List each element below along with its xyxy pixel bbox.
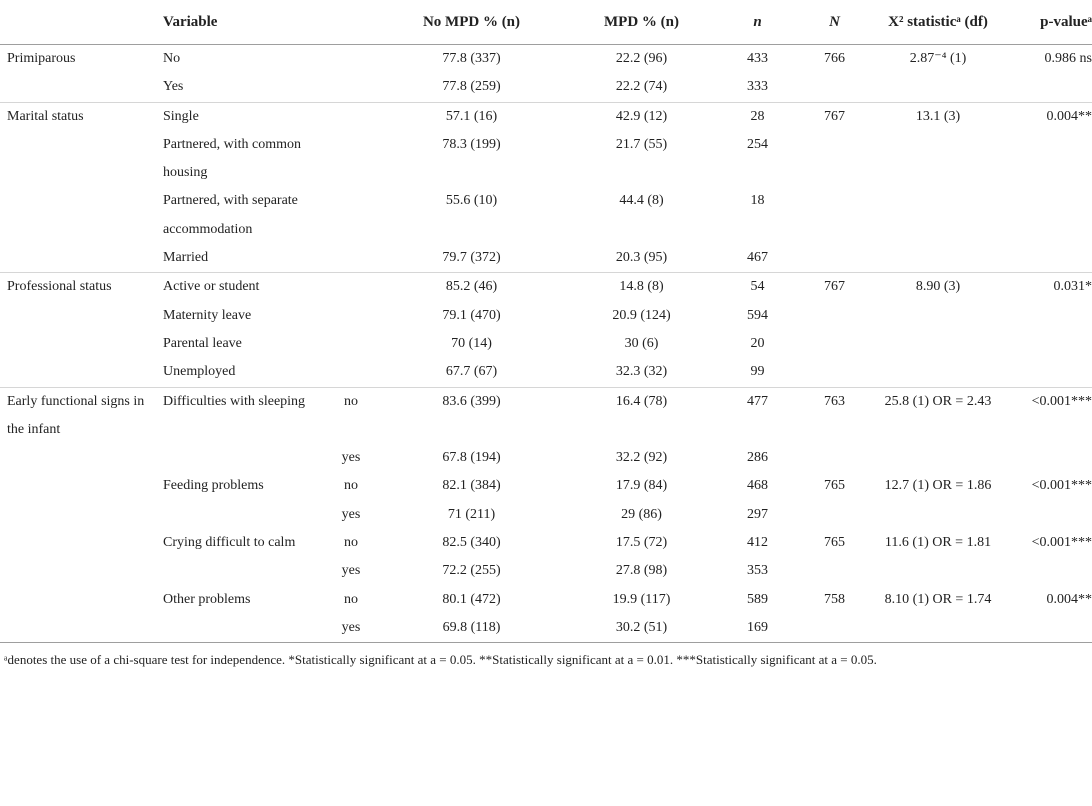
cell-chi [873,73,1003,102]
cell-chi [873,501,1003,529]
cell-mpd: 17.5 (72) [615,535,668,551]
header-group [0,0,163,45]
cell-chi [873,302,1003,330]
cell-no-mpd: 78.3 (199) [442,136,501,152]
cell-p: <0.001*** [1031,478,1092,494]
cell-group [0,614,163,643]
cell-n: 28 [719,102,796,131]
cell-n: 18 [750,193,765,209]
cell-n: 297 [747,506,768,522]
cell-sub: no [344,591,358,607]
footnote: ᵃdenotes the use of a chi-square test for independence. *Statistically significant at a = 0.05. **Statistically significant at a = 0.01. ***Statistically significant at a = 0.05. [0,643,1092,670]
cell-no-mpd: 69.8 (118) [442,619,501,635]
cell-sub [323,273,379,302]
cell-p [1003,358,1092,387]
cell-variable: Difficulties with sleeping [163,387,323,444]
cell-no-mpd: 82.1 (384) [442,478,501,494]
cell-N [796,501,873,529]
cell-n: 353 [747,563,768,579]
cell-group [0,330,163,358]
cell-chi: 8.10 (1) OR = 1.74 [884,591,992,607]
cell-n: 468 [747,478,768,494]
cell-no-mpd: 67.7 (67) [445,364,498,380]
cell-N [796,557,873,585]
cell-variable: Active or student [163,273,323,302]
table-row [0,529,1092,557]
table-row [0,131,1092,188]
cell-group [0,131,163,188]
cell-mpd: 19.9 (117) [612,591,671,607]
cell-N: 763 [796,387,873,444]
cell-mpd: 32.2 (92) [615,450,668,466]
cell-n: 333 [747,79,768,95]
cell-n: 467 [747,250,768,266]
table-row [0,273,1092,302]
cell-sub: no [344,478,358,494]
cell-no-mpd: 80.1 (472) [442,591,501,607]
cell-p [1003,244,1092,273]
cell-N [796,73,873,102]
cell-n: 594 [747,307,768,323]
table-row [0,557,1092,585]
cell-group: Early functional signs in the infant [0,387,163,444]
table-row [0,586,1092,614]
cell-p: 0.031* [1003,273,1092,302]
cell-no-mpd: 55.6 (10) [445,193,498,209]
cell-N [796,330,873,358]
cell-chi [873,358,1003,387]
cell-variable: Maternity leave [163,307,252,323]
cell-group [0,358,163,387]
cell-p [1003,501,1092,529]
cell-no-mpd: 79.7 (372) [442,250,501,266]
table-row [0,444,1092,472]
header-row [0,0,1092,45]
cell-sub [323,131,379,188]
cell-mpd: 14.8 (8) [564,273,719,302]
cell-N [796,614,873,643]
cell-sub [323,187,379,244]
cell-no-mpd: 72.2 (255) [442,563,501,579]
cell-p [1003,444,1092,472]
cell-no-mpd: 83.6 (399) [379,387,564,444]
header-chi: X² statisticᵃ (df) [873,0,1003,45]
cell-variable: Partnered, with common housing [163,136,302,181]
cell-chi [873,244,1003,273]
cell-group [0,244,163,273]
cell-p [1003,330,1092,358]
cell-mpd: 42.9 (12) [564,102,719,131]
cell-mpd: 32.3 (32) [615,364,668,380]
cell-n: 477 [719,387,796,444]
table-row [0,358,1092,387]
cell-variable: Other problems [163,591,251,607]
cell-chi: 13.1 (3) [873,102,1003,131]
cell-n: 433 [747,51,768,66]
cell-p: 0.004** [1046,591,1092,607]
header-variable: Variable [163,0,323,45]
cell-mpd: 27.8 (98) [615,563,668,579]
cell-variable [163,557,323,585]
cell-mpd: 30 (6) [624,335,659,351]
cell-variable: Feeding problems [163,478,264,494]
cell-mpd: 29 (86) [621,506,662,522]
cell-N [796,358,873,387]
cell-variable: Unemployed [163,364,236,380]
table-row [0,387,1092,444]
cell-sub: yes [341,563,361,579]
cell-N: 766 [824,51,845,66]
header-mpd: MPD % (n) [564,0,719,45]
cell-chi [873,330,1003,358]
cell-N [796,444,873,472]
header-N: N [796,0,873,45]
cell-N [796,187,873,244]
cell-chi [873,557,1003,585]
cell-n: 254 [747,136,768,152]
header-p: p-valueᵃ [1003,0,1092,45]
cell-sub [323,102,379,131]
cell-mpd: 22.2 (96) [615,51,668,66]
cell-variable [163,614,323,643]
footnote-row [0,643,1092,670]
table-row [0,244,1092,273]
cell-p [1003,302,1092,330]
cell-mpd: 20.9 (124) [612,307,671,323]
table-row [0,45,1092,74]
cell-p: 0.004** [1003,102,1092,131]
cell-p [1003,131,1092,188]
cell-p [1003,614,1092,643]
cell-chi: 2.87⁻⁴ (1) [909,51,967,66]
cell-group [0,586,163,614]
cell-mpd: 20.3 (95) [615,250,668,266]
header-sub [323,0,379,45]
cell-p [1003,187,1092,244]
cell-p: 0.986 ns [1044,51,1092,66]
cell-n: 20 [750,335,765,351]
cell-variable: Yes [163,79,184,95]
cell-variable: Crying difficult to calm [163,535,296,551]
cell-group [0,444,163,472]
cell-p [1003,557,1092,585]
cell-chi [873,444,1003,472]
cell-N: 767 [796,102,873,131]
cell-group [0,557,163,585]
cell-no-mpd: 82.5 (340) [442,535,501,551]
cell-no-mpd: 67.8 (194) [442,450,501,466]
cell-group [0,302,163,330]
cell-variable: Single [163,102,323,131]
cell-mpd: 30.2 (51) [615,619,668,635]
cell-variable: Partnered, with separate accommodation [163,193,298,237]
cell-variable: No [163,51,181,66]
cell-sub: yes [341,450,361,466]
cell-sub [323,244,379,273]
cell-variable: Married [163,250,209,266]
cell-chi: 8.90 (3) [873,273,1003,302]
cell-group [0,501,163,529]
cell-N: 767 [796,273,873,302]
cell-variable [163,501,323,529]
cell-N: 765 [824,478,845,494]
cell-group: Professional status [0,273,163,302]
cell-no-mpd: 71 (211) [447,506,496,522]
cell-n: 54 [719,273,796,302]
cell-sub [323,73,379,102]
cell-mpd: 22.2 (74) [615,79,668,95]
cell-sub: yes [341,619,361,635]
cell-no-mpd: 70 (14) [451,335,492,351]
table-row [0,472,1092,500]
header-n: n [719,0,796,45]
table-row [0,302,1092,330]
cell-no-mpd: 57.1 (16) [379,102,564,131]
table-row [0,73,1092,102]
cell-sub [323,45,379,74]
cell-mpd: 16.4 (78) [564,387,719,444]
cell-group [0,73,163,102]
table-row [0,614,1092,643]
cell-group [0,472,163,500]
cell-N [796,131,873,188]
cell-sub [323,358,379,387]
cell-sub: no [323,387,379,444]
cell-sub [323,330,379,358]
table-row [0,187,1092,244]
cell-group: Primiparous [7,51,76,66]
table-body [0,45,1092,643]
cell-group: Marital status [0,102,163,131]
cell-p: <0.001*** [1003,387,1092,444]
cell-p [1003,73,1092,102]
cell-chi: 11.6 (1) OR = 1.81 [884,535,992,551]
cell-group [0,529,163,557]
cell-N [796,302,873,330]
cell-n: 589 [747,591,768,607]
cell-chi [873,187,1003,244]
cell-n: 169 [747,619,768,635]
table-row [0,330,1092,358]
cell-chi [873,131,1003,188]
table-row [0,501,1092,529]
cell-no-mpd: 79.1 (470) [442,307,501,323]
cell-chi: 12.7 (1) OR = 1.86 [884,478,992,494]
cell-chi [873,614,1003,643]
cell-n: 412 [747,535,768,551]
cell-mpd: 44.4 (8) [619,193,664,209]
table-row [0,102,1092,131]
cell-N: 765 [824,535,845,551]
cell-sub [323,302,379,330]
cell-mpd: 17.9 (84) [615,478,668,494]
cell-variable: Parental leave [163,335,242,351]
cell-N [796,244,873,273]
cell-sub: yes [341,506,361,522]
cell-n: 286 [747,450,768,466]
cell-sub: no [344,535,358,551]
cell-chi: 25.8 (1) OR = 2.43 [873,387,1003,444]
cell-no-mpd: 77.8 (259) [442,79,501,95]
cell-p: <0.001*** [1031,535,1092,551]
cell-n: 99 [750,364,765,380]
cell-no-mpd: 77.8 (337) [442,51,501,66]
cell-mpd: 21.7 (55) [615,136,668,152]
cell-variable [163,444,323,472]
cell-group [0,187,163,244]
header-no-mpd: No MPD % (n) [379,0,564,45]
cell-no-mpd: 85.2 (46) [379,273,564,302]
cell-N: 758 [824,591,845,607]
